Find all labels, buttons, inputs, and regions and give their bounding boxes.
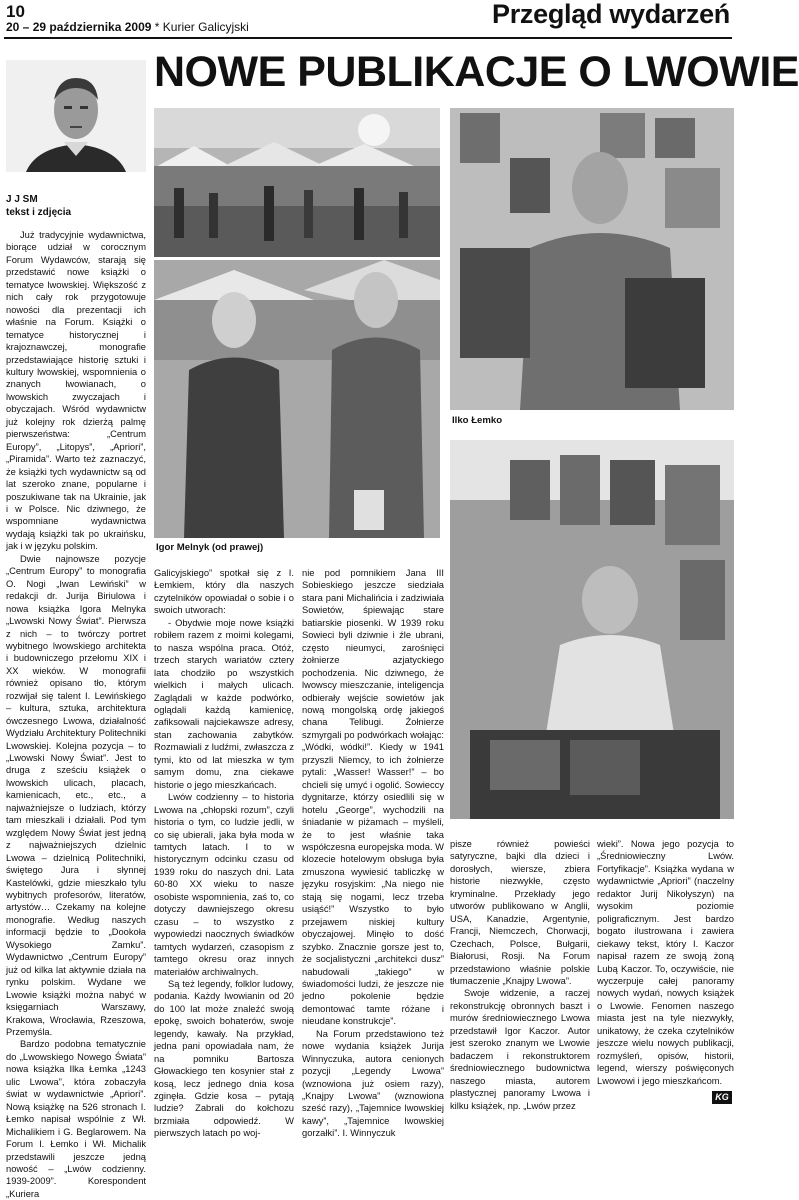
author-byline <box>6 193 71 219</box>
paragraph: nie pod pomnikiem Jana III Sobieskiego jeszcze siedziała stara pani Michalińcia i zadziwiała Sowietów, śpiewając stare batiarskie piosenki. W 1939 roku Sowieci byli dziwnie i źle ubrani, często nieumyci, zarośnięci żołnierze azjatyckiego pochodzenia. Nic dziwnego, że lwowscy mieszczanie, inteligencja odbierały wejście sowietów jak nową mongolską ordę jakiegoś chana Telibugi. Żołnierze szmyrgali po podwórkach wołając: „Wódki, wódki!”. Kiedy w 1941 przyszli Niemcy, to ich żołnierze pytali: „Wasser! Wasser!” – bo chcieli się umyć i ogolić. Sowieccy dygnitarze, którzy osiedlili się w hotelu „George”, wychodzili na śniadanie w piżamach – myśleli, że to jest właśnie taka współczesna europejska moda. W klozecie hotelowym obsługa była zmuszona wywiesić tabliczkę w języku rosyjskim: „Na niego nie stają się nogami, lecz trzeba usiąść!” Wszystko to było przejawem niskiej kultury obyczajowej. Minęło to dość szybko. Znacznie gorsze jest to, że socjalistyczni „architekci dusz” nabudowali „takiego” w świadomości ludzi, że jeszcze nie jedno pokolenie będzie demontować tamte różane i nieudane konstrukcje”. <box>302 568 444 1027</box>
author-portrait-photo <box>6 60 146 172</box>
paragraph: pisze również powieści satyryczne, bajki dla dzieci i dorosłych, wiersze, zbiera historie niezwykłe, często kryminalne. Przekłady jego utworów publikowano w Anglii, USA, Kanadzie, Argentynie, Francji, Niemczech, Chorwacji, Czechach, Polsce, Bułgarii, Białorusi, Rosji. Na Forum przedstawiono właśnie polskie tłumaczenie „Knajpy Lwowa”. <box>450 839 590 986</box>
jurij-nikolyszym-photo <box>450 440 734 819</box>
paragraph: Są też legendy, folklor ludowy, podania. Każdy lwowianin od 20 do 100 lat może znaleźć swoją epokę, swoich bohaterów, swoje legendy, kawały. Na przykład, jedna pani opowiadała nam, że na pomniku Bartosza Głowackiego ten kosynier stał z kosą, lecz jednego dnia kosa zginęła. Gdzie kosa – pytają ludzie? Zabrali do kołchozu brzmiała odpowiedź. W pierwszych latach po woj- <box>154 978 294 1139</box>
newspaper-name: Kurier Galicyjski <box>162 20 249 34</box>
paragraph: Bardzo podobna tematycznie do „Lwowskiego Nowego Świata” nowa książka Ilka Łemka „1243 ulic Lwowa”, która zobaczyła świat w wydawnictwie „Apriori”. Nową książkę na 526 stronach I. Łemko napisał wspólnie z Wł. Michalikiem i G. Beglarowem. Na Forum I. Łemko i Wł. Michalik przedstawili jeszcze jedną nowość – „Lwów codzienny. 1939-2009”. Korespondent „Kuriera <box>6 1039 146 1199</box>
article-column-3 <box>302 567 444 1139</box>
igor-melnyk-photo <box>154 260 440 538</box>
issue-date-line <box>6 20 249 34</box>
header-divider <box>4 37 732 39</box>
paragraph: Dwie najnowsze pozycje „Centrum Europy” to monografia O. Nogi „Iwan Lewiński” w redakcji dr. Jurija Biriulowa i nowa książka Igora Melnyka „Lwowski Nowy Świat”. Pierwsza z nich – to twórczy portret wybitnego lwowskiego architekta i budowniczego przełomu XIX i XX wieków. W monografii również opisano tło, którym rozwijał się talent I. Lewińskiego – kultura, sztuka, architektura ówczesnego Lwowa, działalność Wydziału Architektury Politechniki Lwowskiej. Kolejna pozycja – to „Lwowski Nowy Świat”. Jest to druga z sześciu książek o lwowskich ulicach, placach, kamienicach, etc., etc., a najważniejsze o ludziach, którzy tam mieszkali i działali. Pod tym względem Nowy Świat jest jedną z najważniejszych dzielnic Lwowa – dzielnicą Politechniki, świętego Jura i słynnej Kastelówki, gdzie mieszkało tylu wybitnych profesorów, literatów, artystów… Czekamy na kolejne monografie. Według naszych informacji będzie to „Dookoła Wysokiego Zamku”. Wydawnictwo „Centrum Europy” już od kilka lat aktywnie działa na rynku polskim. Wydane we Lwowie książki można nabyć w księgarniach Warszawy, Krakowa, Wrocławia, Rzeszowa, Przemyśla. <box>6 553 146 1037</box>
paragraph: - Obydwie moje nowe książki robiłem razem z moimi kolegami, to nasza wspólna praca. Otóż, trzech starych wariatów cztery lata chodziło po wszystkich wielkich i małych ulicach. Zaglądali w każde podwórko, oglądali każdą kamienicę, zafiksowali najciekawsze adresy, stan zachowania zabytków. Rozmawiali z ludźmi, zwłaszcza z tymi, kto od lat mieszka w tym samym domu, zna ciekawe historie o jego mieszkańcach. <box>154 617 294 790</box>
paragraph: Lwów codzienny – to historia Lwowa na „chłopski rozum”, czyli historia o tym, co ludzie jedli, w co się ubierali, jaka była moda w tamtych latach. I to w historycznym odcinku czasu od 1939 roku do naszych dni. Lata 60-80 XX wieku to nasze osobiste wspomnienia, zaś to, co dotyczy dawniejszego okresu czasu – to wszystko z wypowiedzi naocznych świadków tamtych wydarzeń, czasopism z tamtego okresu oraz innych materiałów archiwalnych. <box>154 792 294 977</box>
article-column-2 <box>154 567 294 1139</box>
ilko-lemko-photo <box>450 108 734 410</box>
article-column-4 <box>450 838 590 1111</box>
caption-lemko: Ilko Łemko <box>452 415 503 426</box>
article-column-5 <box>597 838 734 1101</box>
article-headline: NOWE PUBLIKACJE O LWOWIE <box>154 48 799 96</box>
author-name: J J SM <box>6 194 38 205</box>
book-fair-crowd-photo <box>154 108 440 257</box>
caption-melnyk: Igor Melnyk (od prawej) <box>156 542 264 553</box>
date-separator: * <box>154 20 160 34</box>
author-credit: tekst i zdjęcia <box>6 207 72 218</box>
article-column-1 <box>6 229 146 1199</box>
paragraph: wieki”. Nowa jego pozycja to „Średniowieczny Lwów. Fortyfikacje”. Książka wydana w wydawnictwie „Apriori” (naczelny redaktor Jurij Nikołyszyn) na wysokim poziomie poligraficznym. Jest bardzo bogato ilustrowana i zawiera ciekawy tekst, który I. Kaczor napisał razem ze swoją żoną Lubą Kaczor. To, oczywiście, nie wyczerpuje całej panoramy nowych wydań, nowych książek o Lwowie. Fenomen naszego miasta jest na tyle niezwykły, unikatowy, że czeka czytelników jeszcze wielu nowych publikacji, rozmyśleń, opisów, historii, legend, wierszy poświęconych Lwowowi i jego mieszkańcom. <box>597 839 734 1086</box>
paragraph: Galicyjskiego” spotkał się z I. Łemkiem, który dla naszych czytelników opowiadał o sobie i o swoich utworach: <box>154 568 294 616</box>
paragraph: Już tradycyjnie wydawnictwa, biorące udział w corocznym Forum Wydawców, starają się przedstawić nowe książki o tematyce lwowskiej. Większość z nich cały rok przygotowuje nowości dla prezentacji ich właśnie na Forum. Książki o tematyce historycznej i krajoznawczej, monografie przedstawiające historię sztuki i kultury lwowskiej, wspomnienia o znanych lwowianach, o lwowskich zwyczajach i obyczajach. Wśród wydawnictw już kolejny rok dzierżą palmę pierwszeństwa: „Centrum Europy”, „Litopys”, „Apriori”, „Piramida”. Warto też zaznaczyć, że książki tych wydawnictw są od lat szeroko znane, popularne i poszukiwane tak na Ukrainie, jak i w Polsce. Nic dziwnego, że wspomniane wydawnictwa wydają książki tak po ukraińsku, jak i w języku polskim. <box>6 230 146 552</box>
page-number: 10 <box>6 2 25 21</box>
section-title: Przegląd wydarzeń <box>492 0 730 29</box>
kg-logo: KG <box>712 1091 732 1104</box>
paragraph: Swoje widzenie, a raczej rekonstrukcję obronnych baszt i murów średniowiecznego Lwowa przedstawił Igor Kaczor. Autor jest szeroko znanym we Lwowie badaczem i rekonstruktorem średniowiecznego budownictwa naszego miasta, autorem plastycznej panoramy Lwowa i kilku książek, np. „Lwów przez <box>450 988 590 1111</box>
issue-date: 20 – 29 października 2009 <box>6 20 152 34</box>
paragraph: Na Forum przedstawiono też nowe wydania książek Jurija Winnyczuka, autora cenionych pozycji „Legendy Lwowa” (wznowiona już osiem razy), „Knajpy Lwowa” (wznowiona sześć razy), „Tajemnice lwowskiej kawy”, „Tajemnice lwowskiej gorzałki”. I. Winnyczuk <box>302 1028 444 1139</box>
